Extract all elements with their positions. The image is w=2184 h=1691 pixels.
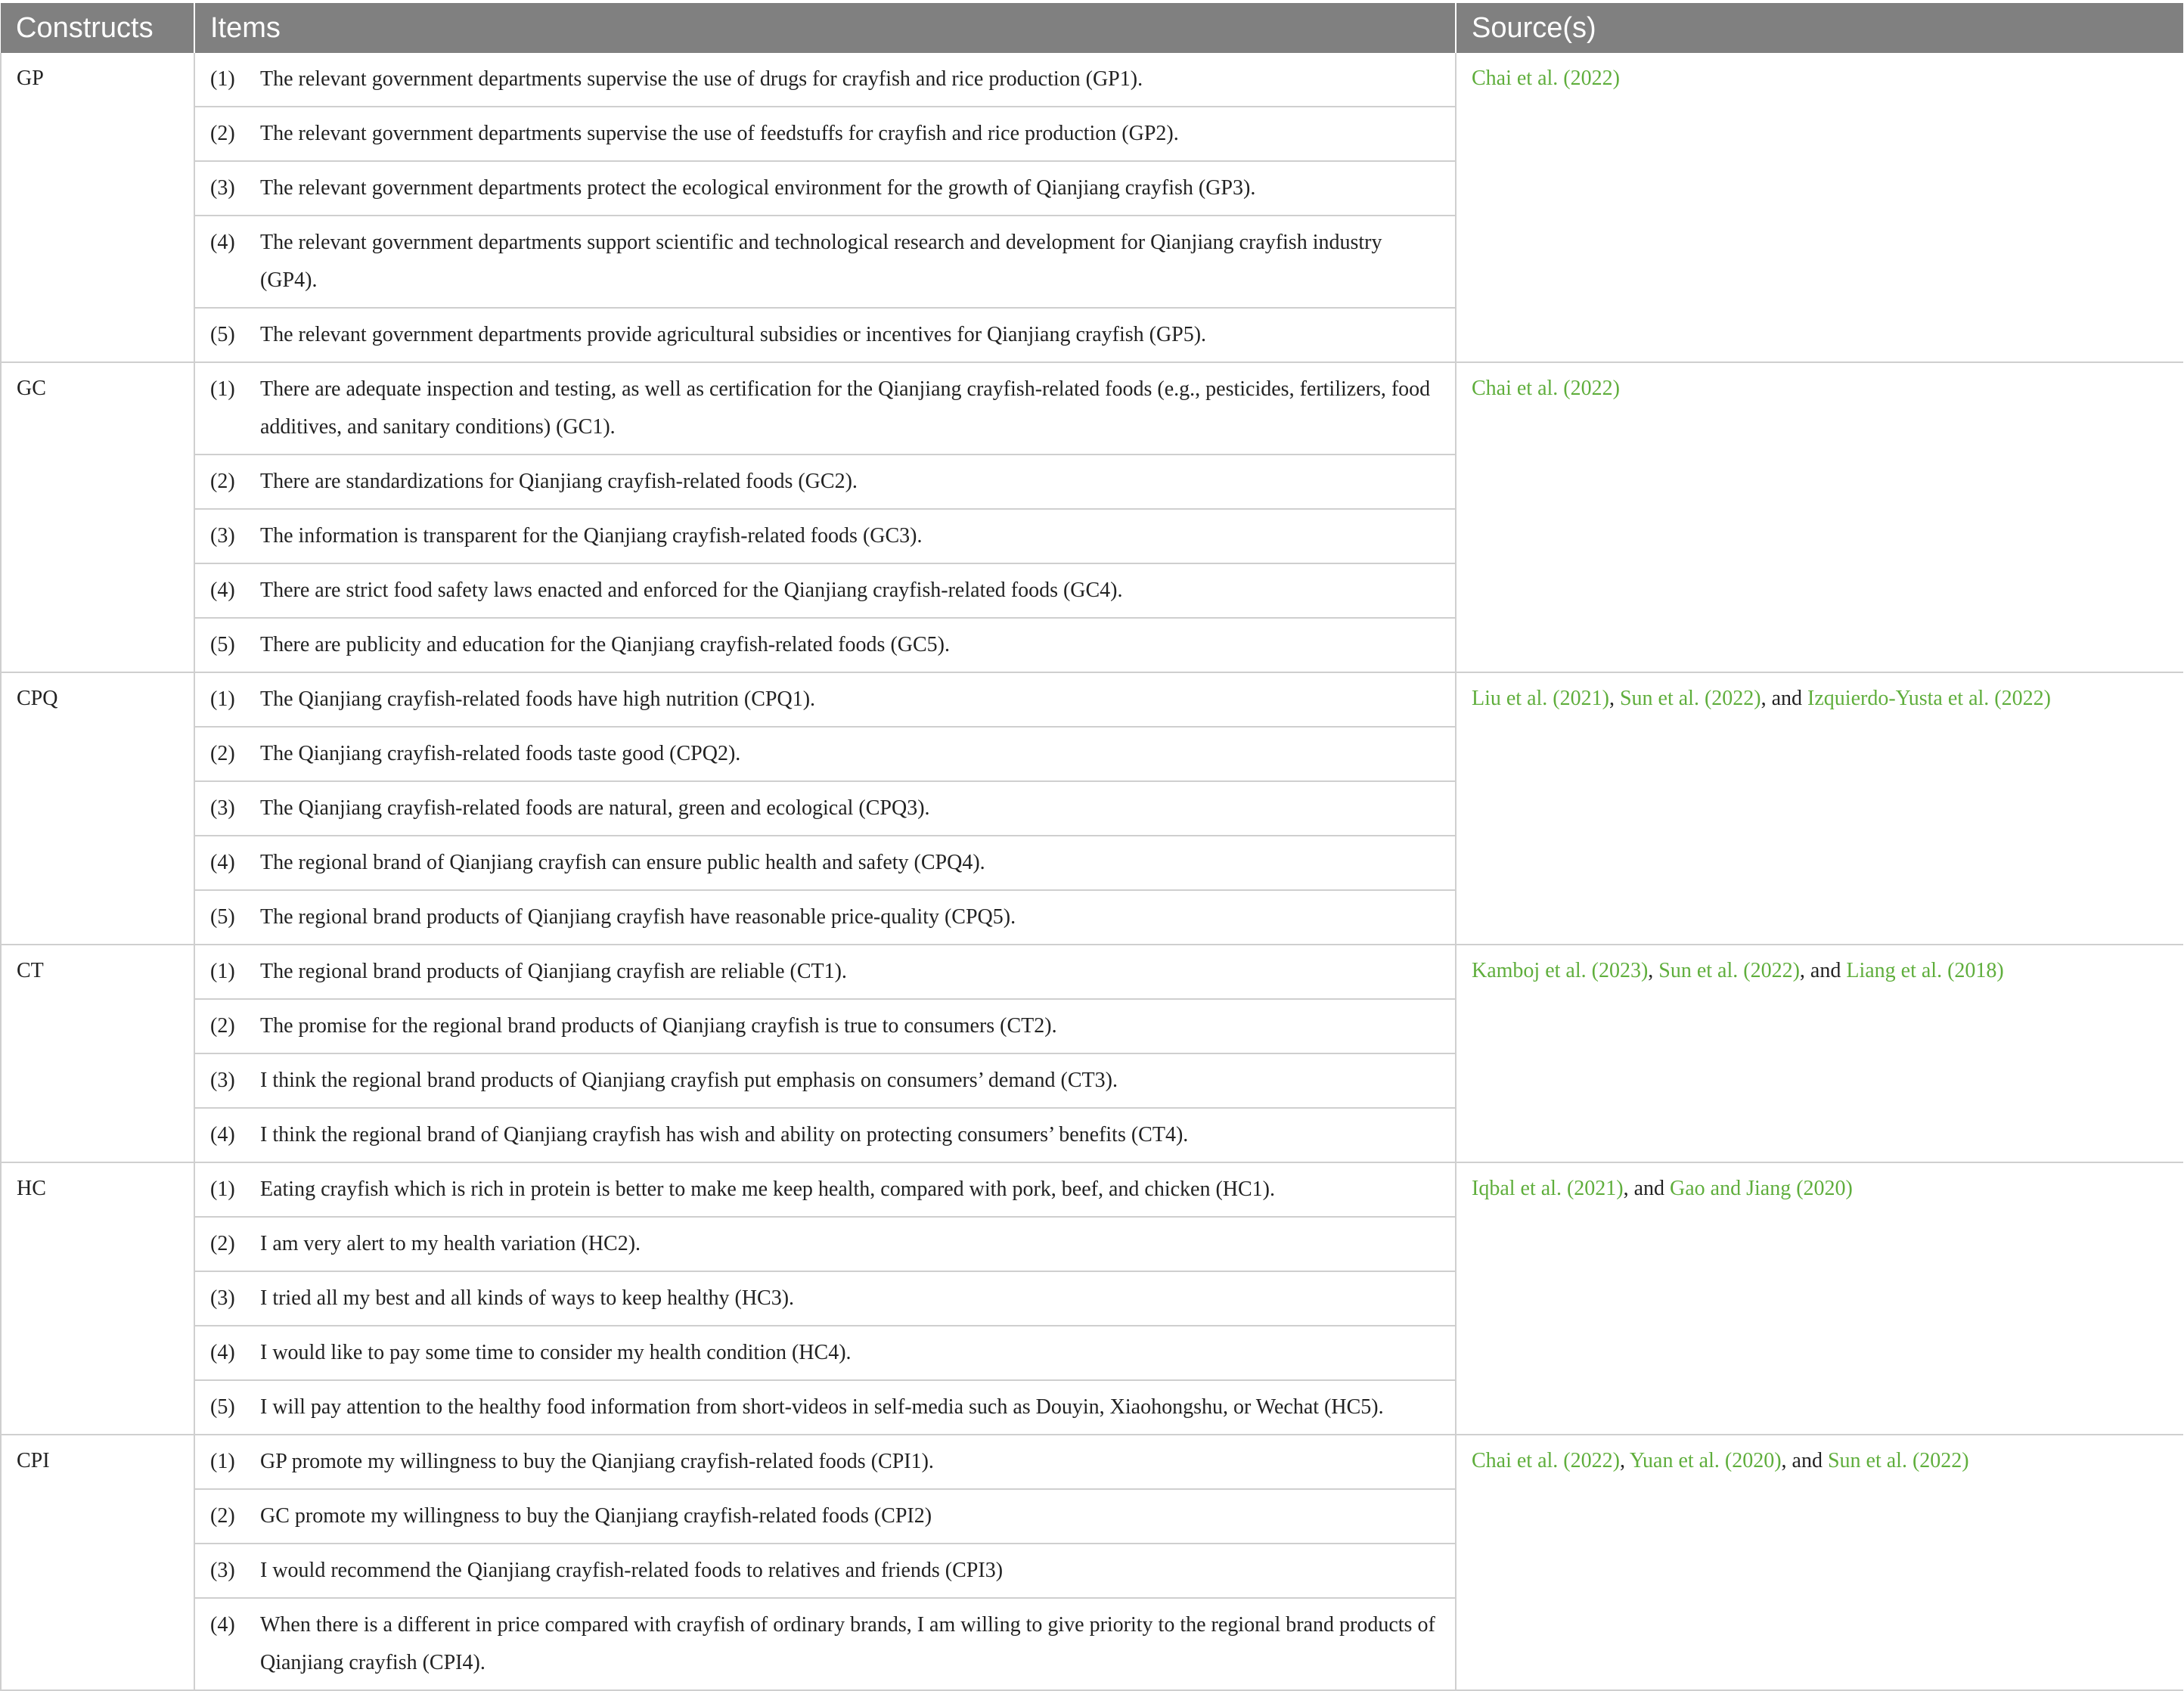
item-text: The promise for the regional brand products of Qianjiang crayfish is true to consumers (CT2). [260, 1014, 1057, 1038]
citation-separator: , [1619, 1449, 1630, 1472]
item-number: (1) [210, 687, 235, 711]
construct-cell: GP [1, 53, 194, 362]
item-number: (3) [210, 796, 235, 820]
item-text: Eating crayfish which is rich in protein is better to make me keep health, compared with pork, beef, and chicken (HC1). [260, 1177, 1276, 1201]
construct-cell: CPQ [1, 672, 194, 945]
constructs-table [0, 3, 2183, 1691]
item-number: (3) [210, 524, 235, 548]
citation-link[interactable]: Sun et al. (2022) [1827, 1449, 1969, 1472]
list-item [195, 1490, 1455, 1544]
citation-separator: , and [1761, 687, 1808, 710]
list-item [195, 309, 1455, 361]
item-text: There are standardizations for Qianjiang crayfish-related foods (GC2). [260, 470, 858, 493]
list-item [195, 1381, 1455, 1434]
citation-separator: , and [1781, 1449, 1828, 1472]
item-text: The relevant government departments support scientific and technological research and development for Qianjiang crayfish industry (GP4). [260, 231, 1382, 292]
items-cell [194, 672, 1456, 945]
item-number: (1) [210, 1450, 235, 1473]
list-item [195, 1435, 1455, 1490]
item-text: The relevant government departments supervise the use of drugs for crayfish and rice production (GP1). [260, 67, 1143, 91]
citation-separator: , [1609, 687, 1620, 710]
items-cell [194, 362, 1456, 672]
item-text: The regional brand products of Qianjiang crayfish have reasonable price-quality (CPQ5). [260, 905, 1016, 929]
items-cell [194, 1162, 1456, 1435]
list-item [195, 53, 1455, 107]
table-row [1, 945, 2183, 1162]
constructs-table-container [0, 3, 2182, 1691]
list-item [195, 363, 1455, 455]
list-item [195, 510, 1455, 564]
list-item [195, 619, 1455, 672]
citation-link[interactable]: Chai et al. (2022) [1472, 1449, 1620, 1472]
sources-cell [1456, 1162, 2183, 1435]
item-text: I think the regional brand products of Qianjiang crayfish put emphasis on consumers’ demand (CT3). [260, 1069, 1118, 1092]
citation-separator: , [1648, 959, 1659, 982]
item-text: I will pay attention to the healthy food information from short-videos in self-media such as Douyin, Xiaohongshu, or Wechat (HC5). [260, 1395, 1384, 1419]
item-number: (2) [210, 1014, 235, 1038]
citation-separator: , and [1799, 959, 1847, 982]
list-item [195, 782, 1455, 836]
list-item [195, 216, 1455, 309]
citation-link[interactable]: Iqbal et al. (2021) [1472, 1177, 1624, 1200]
list-item [195, 564, 1455, 619]
item-text: I would like to pay some time to consider my health condition (HC4). [260, 1341, 852, 1364]
items-cell [194, 53, 1456, 362]
item-number: (4) [210, 1613, 235, 1637]
citation-separator: , and [1623, 1177, 1671, 1200]
sources-cell [1456, 362, 2183, 672]
list-item [195, 1272, 1455, 1326]
item-number: (5) [210, 633, 235, 656]
items-cell [194, 945, 1456, 1162]
list-item [195, 836, 1455, 891]
item-number: (4) [210, 1341, 235, 1364]
item-text: I think the regional brand of Qianjiang crayfish has wish and ability on protecting consumers’ benefits (CT4). [260, 1123, 1189, 1146]
list-item [195, 945, 1455, 1000]
item-text: The relevant government departments provide agricultural subsidies or incentives for Qianjiang crayfish (GP5). [260, 323, 1207, 346]
list-item [195, 107, 1455, 162]
table-row [1, 362, 2183, 672]
table-body [1, 53, 2183, 1690]
list-item [195, 455, 1455, 510]
item-text: There are strict food safety laws enacted and enforced for the Qianjiang crayfish-related foods (GC4). [260, 579, 1123, 602]
list-item [195, 162, 1455, 216]
item-number: (2) [210, 742, 235, 765]
item-number: (3) [210, 1069, 235, 1092]
list-item [195, 1326, 1455, 1381]
citation-link[interactable]: Kamboj et al. (2023) [1472, 959, 1649, 982]
header-sources: Source(s) [1456, 3, 2183, 53]
list-item [195, 1163, 1455, 1218]
citation-link[interactable]: Yuan et al. (2020) [1629, 1449, 1782, 1472]
table-header-row [1, 3, 2183, 53]
item-text: There are publicity and education for the Qianjiang crayfish-related foods (GC5). [260, 633, 950, 656]
item-text: I would recommend the Qianjiang crayfish-related foods to relatives and friends (CPI3) [260, 1559, 1004, 1582]
construct-cell: CPI [1, 1435, 194, 1690]
item-number: (5) [210, 1395, 235, 1419]
list-item [195, 1109, 1455, 1162]
item-number: (4) [210, 851, 235, 874]
item-number: (3) [210, 1286, 235, 1310]
table-row [1, 1162, 2183, 1435]
item-text: The Qianjiang crayfish-related foods have high nutrition (CPQ1). [260, 687, 816, 711]
item-number: (3) [210, 176, 235, 200]
item-text: I tried all my best and all kinds of ways to keep healthy (HC3). [260, 1286, 795, 1310]
items-cell [194, 1435, 1456, 1690]
sources-cell [1456, 672, 2183, 945]
item-text: The Qianjiang crayfish-related foods taste good (CPQ2). [260, 742, 741, 765]
list-item [195, 1000, 1455, 1054]
item-number: (2) [210, 1232, 235, 1255]
item-number: (2) [210, 1504, 235, 1528]
item-number: (5) [210, 323, 235, 346]
citation-link[interactable]: Chai et al. (2022) [1472, 377, 1620, 400]
item-number: (2) [210, 470, 235, 493]
citation-link[interactable]: Gao and Jiang (2020) [1670, 1177, 1853, 1200]
item-text: The relevant government departments supervise the use of feedstuffs for crayfish and rice production (GP2). [260, 122, 1179, 145]
item-text: There are adequate inspection and testing, as well as certification for the Qianjiang crayfish-related foods (e.g., pesticides, fertilizers, food additives, and sanitary conditions) (GC1). [260, 377, 1431, 439]
list-item [195, 1544, 1455, 1599]
list-item [195, 1054, 1455, 1109]
item-number: (5) [210, 905, 235, 929]
table-row [1, 53, 2183, 362]
item-text: I am very alert to my health variation (HC2). [260, 1232, 641, 1255]
item-text: GP promote my willingness to buy the Qianjiang crayfish-related foods (CPI1). [260, 1450, 934, 1473]
item-text: The regional brand products of Qianjiang crayfish are reliable (CT1). [260, 960, 847, 983]
list-item [195, 728, 1455, 782]
construct-cell: GC [1, 362, 194, 672]
item-number: (1) [210, 1177, 235, 1201]
list-item [195, 1218, 1455, 1272]
header-constructs: Constructs [1, 3, 194, 53]
item-number: (1) [210, 377, 235, 401]
item-text: GC promote my willingness to buy the Qianjiang crayfish-related foods (CPI2) [260, 1504, 932, 1528]
item-number: (1) [210, 67, 235, 91]
citation-link[interactable]: Sun et al. (2022) [1619, 687, 1761, 710]
list-item [195, 1599, 1455, 1689]
citation-link[interactable]: Liang et al. (2018) [1846, 959, 2004, 982]
citation-link[interactable]: Liu et al. (2021) [1472, 687, 1609, 710]
citation-link[interactable]: Chai et al. (2022) [1472, 67, 1620, 90]
item-number: (3) [210, 1559, 235, 1582]
item-text: The information is transparent for the Qianjiang crayfish-related foods (GC3). [260, 524, 923, 548]
item-number: (2) [210, 122, 235, 145]
header-items: Items [194, 3, 1456, 53]
table-row [1, 672, 2183, 945]
sources-cell [1456, 945, 2183, 1162]
item-number: (1) [210, 960, 235, 983]
list-item [195, 673, 1455, 728]
sources-cell [1456, 1435, 2183, 1690]
table-row [1, 1435, 2183, 1690]
construct-cell: HC [1, 1162, 194, 1435]
item-text: When there is a different in price compared with crayfish of ordinary brands, I am willing to give priority to the regional brand products of Qianjiang crayfish (CPI4). [260, 1613, 1435, 1674]
item-text: The regional brand of Qianjiang crayfish can ensure public health and safety (CPQ4). [260, 851, 985, 874]
item-number: (4) [210, 579, 235, 602]
item-text: The Qianjiang crayfish-related foods are natural, green and ecological (CPQ3). [260, 796, 930, 820]
item-text: The relevant government departments protect the ecological environment for the growth of Qianjiang crayfish (GP3). [260, 176, 1256, 200]
citation-link[interactable]: Sun et al. (2022) [1658, 959, 1800, 982]
construct-cell: CT [1, 945, 194, 1162]
sources-cell [1456, 53, 2183, 362]
item-number: (4) [210, 231, 235, 254]
citation-link[interactable]: Izquierdo-Yusta et al. (2022) [1807, 687, 2051, 710]
item-number: (4) [210, 1123, 235, 1146]
list-item [195, 891, 1455, 944]
